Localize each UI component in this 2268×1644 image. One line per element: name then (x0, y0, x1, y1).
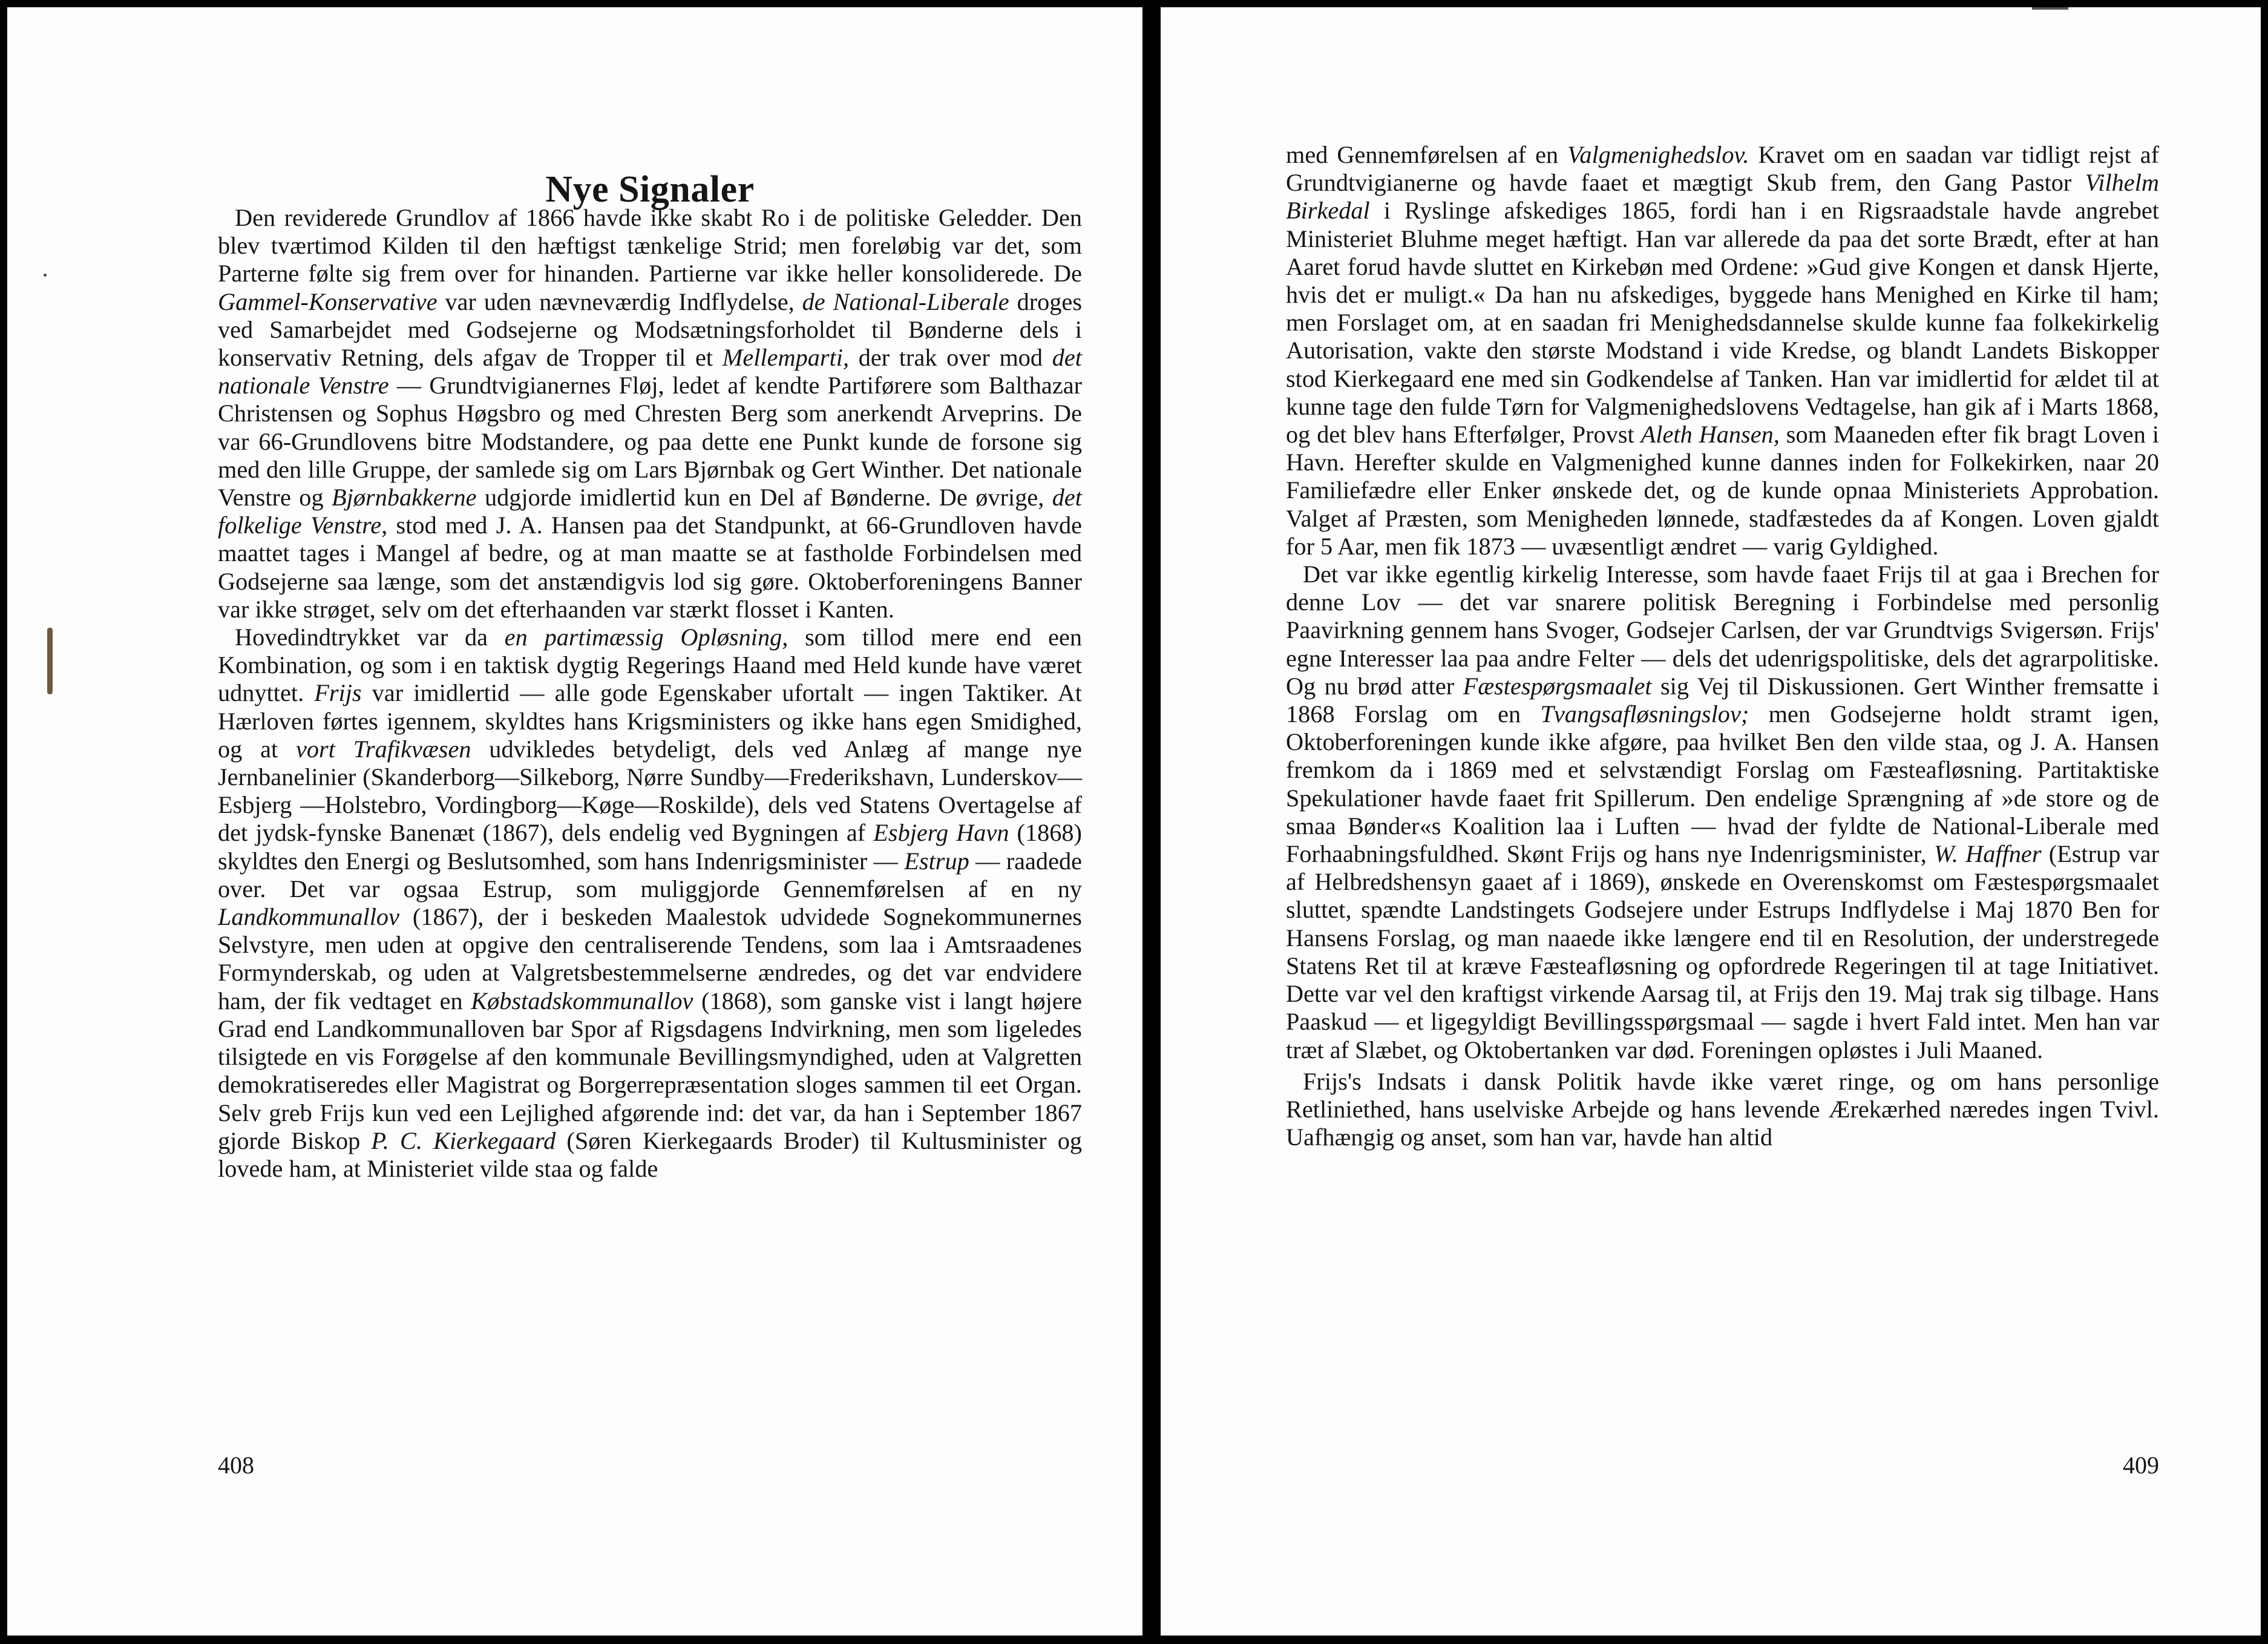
text-run: (1868) skyldtes den Energi og Beslutsomhed, som hans Indenrigsminister — (218, 819, 1082, 875)
italic-run: Frijs (314, 679, 362, 707)
italic-run: P. C. Kierkegaard (371, 1126, 556, 1154)
paragraph (1286, 141, 2159, 561)
italic-run: Esbjerg Havn (873, 819, 1009, 847)
paragraph (1286, 1068, 2159, 1152)
italic-run: Tvangsafløsningslov; (1540, 700, 1749, 728)
scan-speck (44, 274, 47, 277)
italic-run: det nationale Venstre (218, 344, 1082, 399)
paragraph (218, 204, 1082, 623)
text-run: droges ved Samarbejdet med Godsejerne og Modsætningsforholdet til Bønderne dels i konservativ Retning, dels afgav de Tropper til et (218, 288, 1083, 372)
text-run: i Ryslinge afskediges 1865, fordi han i en Rigsraadstale havde angrebet Ministeriet Bluhme meget hæftigt. Han var allerede da paa det sorte Brædt, efter at han Aaret forud havde sluttet en Kirkebøn med Ordene: »Gud give Kongen et dansk Hjerte, hvis det er muligt.« Da han nu afskediges, byggede hans Menighed en Kirke til ham; men Forslaget om, at en saadan fri Menighedsdannelse skulde kunne faa folkekirkelig Autorisation, vakte den største Modstand i vide Kredse, og blandt Landets Biskopper stod Kierkegaard ene med sin Godkendelse af Tanken. Han var imidlertid for ældet til at kunne tage den fulde Tørn for Valgmenighedslovens Vedtagelse, han gik af i Marts 1868, og det blev hans Efterfølger, Provst (1286, 197, 2159, 449)
text-run: Hovedindtrykket var da (235, 623, 505, 651)
binding-mark (47, 628, 53, 694)
text-run: som tillod mere end een Kombination, og som i en taktisk dygtig Regerings Haand med Held kunde have været udnyttet. (218, 623, 1082, 707)
text-run: med Gennemførelsen af en (1286, 141, 1568, 168)
text-run: (1868), som ganske vist i langt højere Grad end Landkommunalloven bar Spor af Rigsdagens Indvirkning, men som ligeledes tilsigtede en vis Forøgelse af den kommunale Bevillingsmyndighed, uden at Valgretten demokratiseredes eller Magistrat og Borgerrepræsentation sloges sammen til eet Organ. Selv greb Frijs kun ved een Lejlighed afgørende ind: det var, da han i September 1867 gjorde Biskop (218, 987, 1082, 1154)
italic-run: en partimæssig Opløsning, (504, 623, 788, 651)
paragraph (1286, 561, 2159, 1064)
italic-run: Estrup (904, 847, 969, 875)
right-body-text (1286, 141, 2159, 1151)
text-run: Kravet om en saadan var tidligt rejst af Grundtvigianerne og havde faaet et mægtigt Skub frem, den Gang Pastor (1286, 141, 2159, 197)
page-number-right: 409 (2123, 1452, 2159, 1479)
text-run: — raadede over. Det var ogsaa Estrup, som muliggjorde Gennemførelsen af en ny (218, 847, 1082, 903)
text-run: udvikledes betydeligt, dels ved Anlæg af mange nye Jernbanelinier (Skanderborg—Silkeborg, Nørre Sundby—Frederikshavn, Lunderskov—Esbjerg —Holstebro, Vordingborg—Køge—Roskilde), dels ved Statens Overtagelse af det jydsk-fynske Banenæt (1867), dels endelig ved Bygningen af (218, 735, 1082, 847)
text-run: stod med J. A. Hansen paa det Standpunkt, at 66-Grundloven havde maattet tages i Mangel af bedre, og at man maatte se at fastholde Forbindelsen med Godsejerne saa længe, som det anstændigvis lod sig gøre. Oktoberforeningens Banner var ikke strøget, selv om det efterhaanden var stærkt flosset i Kanten. (218, 511, 1082, 623)
italic-run: Landkommunallov (218, 903, 399, 931)
text-run: men Godsejerne holdt stramt igen, Oktoberforeningen kunde ikke afgøre, paa hvilket Ben den vilde staa, og J. A. Hansen fremkom da i 1869 med et selvstændigt Forslag om Fæsteafløsning. Partitaktiske Spekulationer havde faaet frit Spillerum. Den endelige Sprængning af »de store og de smaa Bønder«s Koalition laa i Luften — hvad der fyldte de National-Liberale med Forhaabningsfuldhed. Skønt Frijs og hans nye Indenrigsminister, (1286, 700, 2159, 868)
text-run: Den reviderede Grundlov af 1866 havde ikke skabt Ro i de politiske Geledder. Den blev tværtimod Kilden til den hæftigst tænkelige Strid; men foreløbig var det, som Parterne følte sig frem over for hinanden. Partierne var ikke heller konsoliderede. De (218, 204, 1082, 288)
chapter-title: Nye Signaler (545, 168, 755, 210)
text-run: var uden nævneværdig Indflydelse, (437, 288, 802, 315)
italic-run: Aleth Hansen, (1640, 421, 1780, 449)
text-run: — Grundtvigianernes Fløj, ledet af kendte Partiførere som Balthazar Christensen og Sophus Høgsbro og med Chresten Berg som anerkendt Arveprins. De var 66-Grundlovens bitre Modstandere, og paa dette ene Punkt kunde de forsone sig med den lille Gruppe, der samlede sig om Lars Bjørnbak og Gert Winther. Det nationale Venstre og (218, 372, 1083, 511)
text-run: sig Vej til Diskussionen. Gert Winther fremsatte i 1868 Forslag om en (1286, 672, 2159, 728)
italic-run: Valgmenighedslov. (1567, 141, 1749, 168)
text-run: (Søren Kierkegaards Broder) til Kultusminister og lovede ham, at Ministeriet vilde staa og falde (218, 1126, 1082, 1182)
text-run: der trak over mod (849, 344, 1052, 372)
italic-run: det folkelige Venstre, (218, 484, 1082, 539)
left-page (7, 7, 1142, 1636)
italic-run: Gammel-Konservative (218, 288, 438, 315)
italic-run: Bjørnbakkerne (332, 484, 477, 511)
right-page (1161, 7, 2261, 1636)
italic-run: W. Haffner (1934, 840, 2042, 868)
text-run: udgjorde imidlertid kun en Del af Bønderne. De øvrige, (476, 484, 1052, 511)
text-run: som Maaneden efter fik bragt Loven i Havn. Herefter skulde en Valgmenighed kunne dannes inden for Folkekirken, naar 20 Familiefædre eller Enker ønskede det, og de kunde opnaa Ministeriets Approbation. Valget af Præsten, som Menigheden lønnede, stadfæstedes da af Kongen. Loven gjaldt for 5 Aar, men fik 1873 — uvæsentligt ændret — varig Gyldighed. (1286, 421, 2159, 560)
text-run: var imidlertid — alle gode Egenskaber ufortalt — ingen Taktiker. At Hærloven førtes igennem, skyldtes hans Krigsministers og ikke hans egen Smidighed, og at (218, 679, 1082, 763)
left-body-text (218, 204, 1082, 1183)
scan-speck (2032, 7, 2068, 10)
text-run: Frijs's Indsats i dansk Politik havde ikke været ringe, og om hans personlige Retliniethed, hans uselviske Arbejde og hans levende Ærekærhed næredes ingen Tvivl. Uafhængig og anset, som han var, havde han altid (1286, 1067, 2159, 1151)
paragraph (218, 623, 1082, 1183)
italic-run: vort Trafikvæsen (296, 735, 471, 763)
page-number-left: 408 (218, 1452, 254, 1479)
text-run: (Estrup var af Helbredshensyn gaaet af i 1869), ønskede en Overenskomst om Fæstespørgsmaalet sluttet, spændte Landstingets Godsejere under Estrups Indflydelse i Maj 1870 Ben for Hansens Forslag, og man naaede ikke længere end til en Resolution, der understregede Statens Ret til at kræve Fæsteafløsning og opfordrede Regeringen til at tage Initiativet. Dette var vel den kraftigst virkende Aarsag til, at Frijs den 19. Maj trak sig tilbage. Hans Paaskud — et ligegyldigt Bevillingsspørgsmaal — sagde i hvert Fald intet. Men han var træt af Slæbet, og Oktobertanken var død. Foreningen opløstes i Juli Maaned. (1286, 840, 2160, 1064)
italic-run: Købstadskommunallov (471, 987, 693, 1014)
italic-run: de National-Liberale (802, 288, 1009, 315)
italic-run: Vilhelm Birkedal (1286, 169, 2159, 225)
text-run: Det var ikke egentlig kirkelig Interesse, som havde faaet Frijs til at gaa i Brechen for denne Lov — det var snarere politisk Beregning i Forbindelse med personlig Paavirkning gennem hans Svoger, Godsejer Carlsen, der var Grundtvigs Svigersøn. Frijs' egne Interesser laa paa andre Felter — dels det udenrigspolitiske, dels det agrarpolitiske. Og nu brød atter (1286, 561, 2159, 700)
italic-run: Mellemparti, (722, 344, 850, 372)
italic-run: Fæstespørgsmaalet (1463, 672, 1652, 700)
text-run: (1867), der i beskeden Maalestok udvidede Sognekommunernes Selvstyre, men uden at opgive den centraliserende Tendens, som laa i Amtsraadenes Formynderskab, og uden at Valgretsbestemmelserne ændredes, og det var endvidere ham, der fik vedtaget en (218, 903, 1082, 1014)
